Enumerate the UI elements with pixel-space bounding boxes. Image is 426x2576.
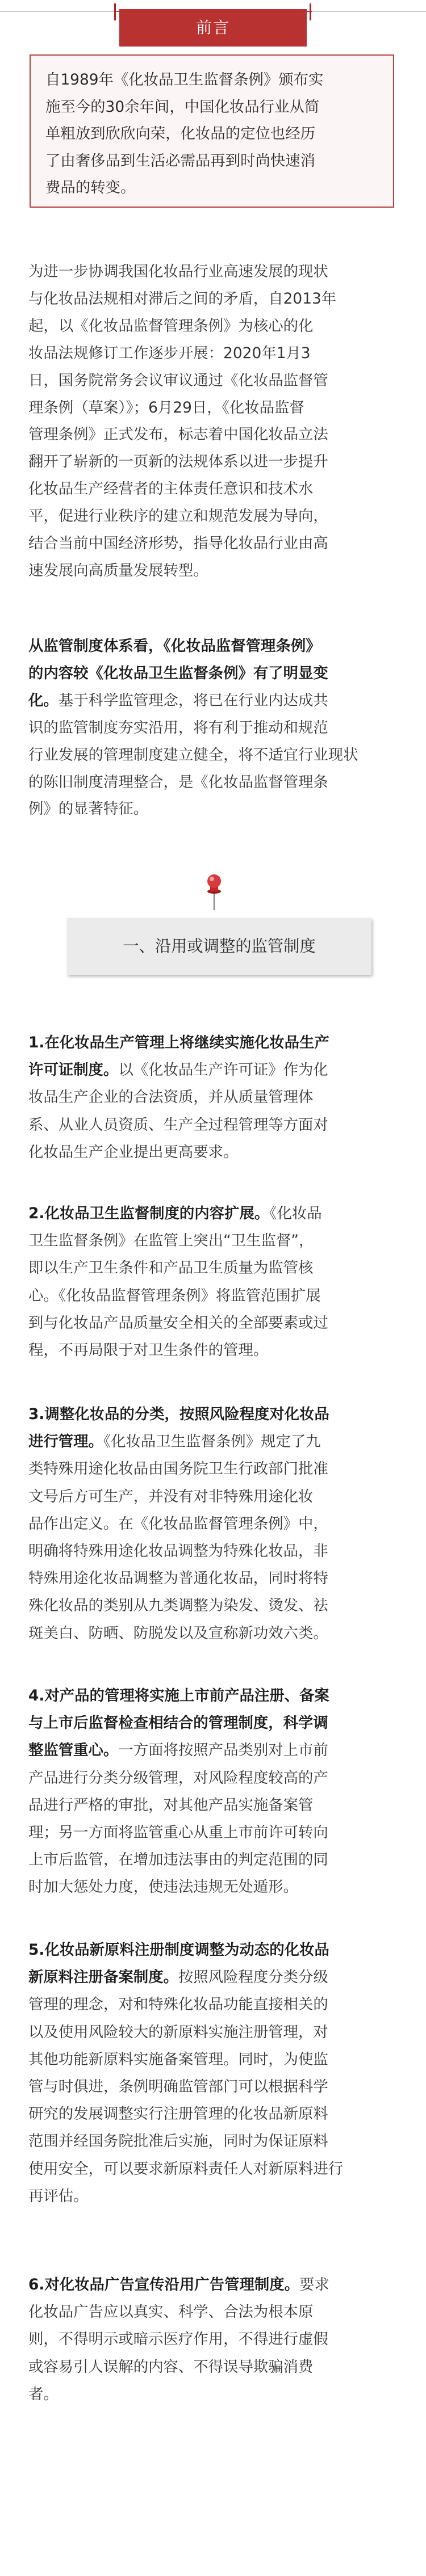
item-line: 特殊用途化妆品调整为普通化妆品，同时将特 [28, 1569, 328, 1588]
item-heading-line: 5.化妆品新原料注册制度调整为动态的化妆品 [28, 1941, 329, 1959]
preface-ribbon-right [310, 3, 311, 20]
item-line: 殊化妆品的类别从九类调整为染发、烫发、祛 [28, 1597, 328, 1615]
preface-line: 费品的转变。 [45, 179, 136, 196]
item-1 [28, 1029, 400, 1166]
item-line: 妆品生产企业的合法资质，并从质量管理体 [28, 1088, 314, 1106]
item-heading: 2.化妆品卫生监督制度的内容扩展。 [28, 1205, 270, 1222]
preface-line: 单粗放到欣欣向荣，化妆品的定位也经历 [45, 125, 316, 142]
intro-line: 起，以《化妆品监督管理条例》为核心的化 [28, 317, 314, 335]
item-heading-line: 4.对产品的管理将实施上市前产品注册、备案 [28, 1687, 329, 1704]
item-line: 化妆品生产企业提出更高要求。 [28, 1143, 239, 1161]
item-mixed-line [28, 1428, 400, 1455]
item-line: 即以生产卫生条件和产品卫生质量为监管核 [28, 1259, 314, 1277]
item-mixed-line [28, 1057, 400, 1084]
item-line: 系、从业人员资质、生产全过程管理等方面对 [28, 1116, 328, 1134]
item-line: 心。《化妆品监督管理条例》将监管范围扩展 [28, 1286, 321, 1304]
item-heading-line: 1.在化妆品生产管理上将继续实施化妆品生产 [28, 1034, 329, 1051]
item-line: 卫生监督条例》在监管上突出“卫生监督”， [28, 1232, 314, 1250]
intro-line: 日，国务院常务会议审议通过《化妆品监督管 [28, 371, 328, 389]
item-mixed-line [28, 1964, 400, 1991]
item-heading: 6.对化妆品广告宣传沿用广告管理制度。 [28, 2276, 300, 2293]
regulatory-line: 例》的显著特征。 [28, 800, 149, 818]
section-heading-card [67, 918, 371, 975]
item-line: 再评估。 [28, 2187, 89, 2205]
intro-line: 与化妆品法规相对滞后之间的矛盾，自2013年 [28, 289, 337, 308]
preface-line: 施至今的30余年间，中国化妆品行业从简 [45, 98, 320, 116]
item-line: 者。 [28, 2385, 59, 2403]
item-heading-tail: 新原料注册备案制度。 [28, 1968, 178, 1986]
item-text-start: 按照风险程度分类分级 [178, 1968, 328, 1986]
item-line: 文号后方可生产，并没有对非特殊用途化妆 [28, 1487, 314, 1505]
item-line: 到与化妆品产品质量安全相关的全部要素或过 [28, 1314, 328, 1332]
item-3 [28, 1401, 400, 1647]
regulatory-lead-tail: 化。 [28, 691, 59, 709]
item-line: 品进行严格的审批，对其他产品实施备案管 [28, 1796, 314, 1814]
regulatory-lead-line: 从监管制度体系看，《化妆品监督管理条例》 [28, 637, 321, 655]
item-line: 以及使用风险较大的新原料实施注册管理，对 [28, 2023, 328, 2041]
section-title: 一、沿用或调整的监管制度 [123, 937, 316, 956]
item-heading-line: 3.调整化妆品的分类，按照风险程度对化妆品 [28, 1405, 329, 1423]
intro-line: 化妆品生产经营者的主体责任意识和技术水 [28, 480, 314, 498]
item-line: 上市后监管，在增加违法事由的判定范围的同 [28, 1851, 328, 1869]
item-line: 管理的理念，对和特殊化妆品功能直接相关的 [28, 1996, 328, 2014]
item-heading-line: 与上市后监督检查相结合的管理制度，科学调 [28, 1714, 328, 1732]
item-line: 或容易引人误解的内容、不得误导欺骗消费 [28, 2358, 314, 2376]
item-mixed-line [28, 2271, 400, 2299]
regulatory-lead-line: 的内容较《化妆品卫生监督条例》有了明显变 [28, 664, 328, 682]
preface-line: 了由奢侈品到生活必需品再到时尚快速消 [45, 151, 316, 170]
intro-line: 速发展向高质量发展转型。 [28, 561, 208, 579]
item-line: 其他功能新原料实施备案管理。同时，为使监 [28, 2050, 328, 2068]
preface-title: 前言 [119, 9, 307, 47]
item-5 [28, 1937, 400, 2210]
intro-line: 为进一步协调我国化妆品行业高速发展的现状 [28, 263, 328, 280]
pushpin-icon [202, 874, 226, 911]
item-line: 类特殊用途化妆品由国务院卫生行政部门批准 [28, 1460, 328, 1478]
intro-paragraph [28, 258, 400, 584]
item-mixed-line [28, 1200, 400, 1227]
regulatory-rest-start: 基于科学监管理念，将已在行业内达成共 [58, 691, 328, 709]
regulatory-line: 行业发展的管理制度建立健全，将不适宜行业现状 [28, 746, 358, 764]
intro-line: 理条例（草案）》；6月29日，《化妆品监督 [28, 398, 304, 416]
intro-line: 管理条例》正式发布，标志着中国化妆品立法 [28, 426, 328, 444]
intro-line: 翻开了崭新的一页新的法规体系以进一步提升 [28, 453, 328, 471]
intro-line: 结合当前中国经济形势，指导化妆品行业由高 [28, 534, 328, 553]
regulatory-line: 的陈旧制度清理整合，是《化妆品监督管理条 [28, 773, 328, 791]
item-line: 使用安全，可以要求新原料责任人对新原料进行 [28, 2160, 344, 2178]
item-line: 化妆品广告应以真实、科学、合法为根本原 [28, 2303, 314, 2321]
item-line: 范围并经国务院批准后实施，同时为保证原料 [28, 2132, 328, 2150]
item-mixed-line [28, 1737, 400, 1764]
item-line: 程，不再局限于对卫生条件的管理。 [28, 1341, 269, 1359]
item-line: 研究的发展调整实行注册管理的化妆品新原料 [28, 2105, 328, 2123]
item-text-start: 《化妆品 [269, 1205, 322, 1222]
item-heading-tail: 进行管理。 [28, 1433, 103, 1451]
item-line: 明确将特殊用途化妆品调整为特殊化妆品，非 [28, 1542, 328, 1560]
item-heading-tail: 整监管重心。 [28, 1741, 119, 1760]
item-line: 管与时俱进，条例明确监管部门可以根据科学 [28, 2078, 328, 2096]
item-text-start: 一方面将按照产品类别对上市前 [118, 1741, 328, 1760]
preface-ribbon-left [114, 3, 116, 20]
item-text-start: 《化妆品卫生监督条例》规定了九 [103, 1433, 321, 1451]
preface-line: 自1989年《化妆品卫生监督条例》颁布实 [45, 71, 324, 89]
item-heading-tail: 许可证制度。 [28, 1061, 119, 1079]
item-line: 产品进行分类分级管理，对风险程度较高的产 [28, 1769, 328, 1787]
item-2 [28, 1200, 400, 1364]
intro-line: 妆品法规修订工作逐步开展：2020年1月3 [28, 344, 311, 362]
regulatory-paragraph [28, 633, 400, 823]
item-6 [28, 2271, 400, 2408]
regulatory-mixed-line [28, 687, 400, 714]
item-text-start: 以《化妆品生产许可证》作为化 [118, 1061, 328, 1079]
item-line: 斑美白、防晒、防脱发以及宣称新功效六类。 [28, 1624, 328, 1642]
item-line: 则，不得明示或暗示医疗作用，不得进行虚假 [28, 2330, 328, 2348]
item-text-start: 要求 [299, 2276, 329, 2293]
intro-line: 平，促进行业秩序的建立和规范发展为导向， [28, 507, 328, 525]
item-4 [28, 1682, 400, 1901]
regulatory-line: 识的监管制度夯实沿用，将有利于推动和规范 [28, 718, 328, 736]
item-line: 品作出定义。在《化妆品监督管理条例》中， [28, 1514, 328, 1533]
preface-text [45, 66, 378, 201]
item-line: 理；另一方面将监管重心从重上市前许可转向 [28, 1824, 328, 1842]
item-line: 时加大惩处力度，使违法违规无处遁形。 [28, 1878, 299, 1896]
